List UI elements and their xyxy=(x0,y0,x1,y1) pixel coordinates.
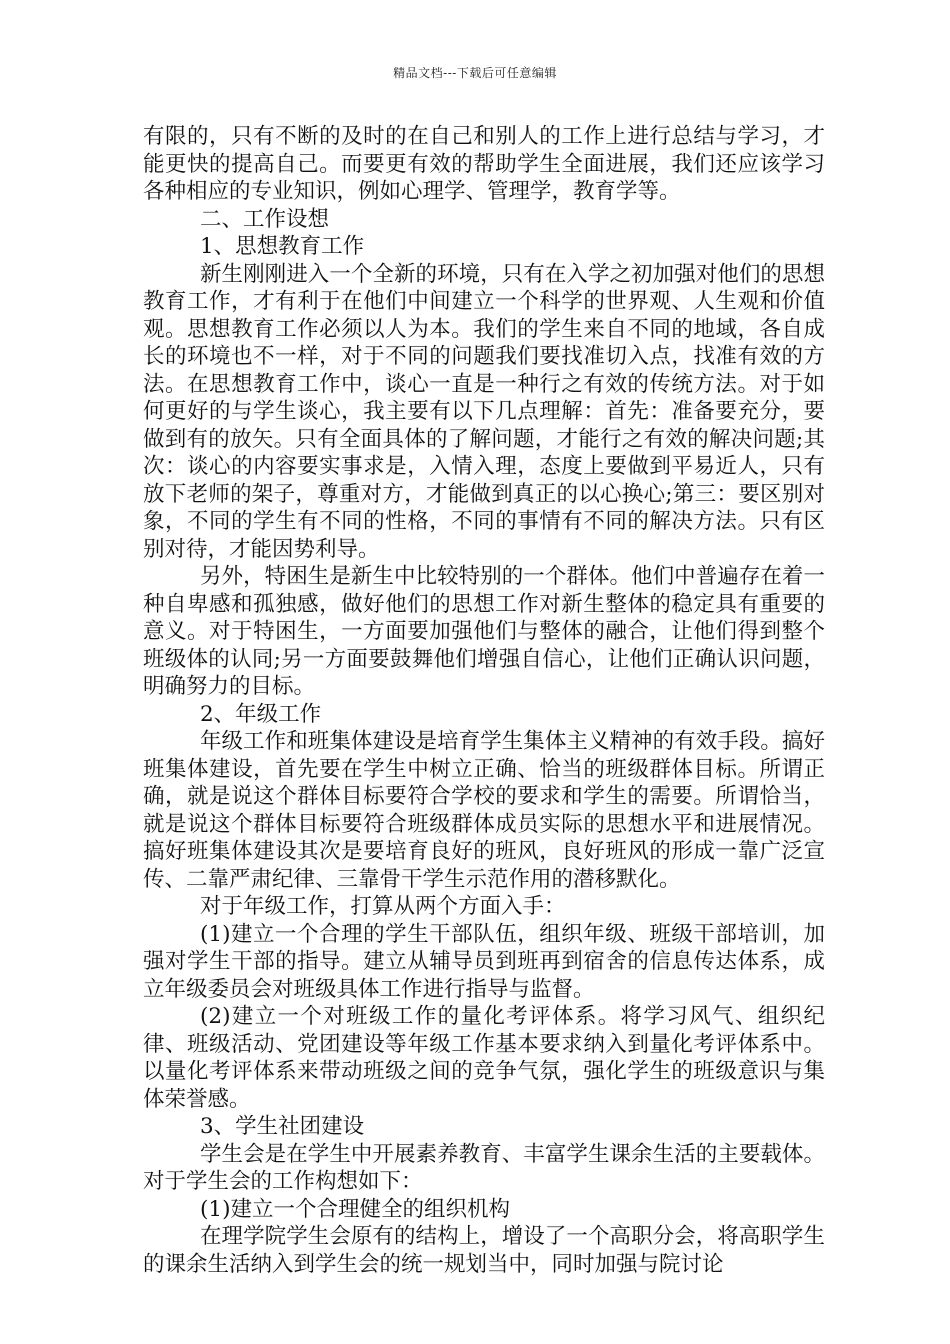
paragraph: (1)建立一个合理的学生干部队伍，组织年级、班级干部培训，加强对学生干部的指导。建立从辅导员到班再到宿舍的信息传达体系，成立年级委员会对班级具体工作进行指导与监督。 xyxy=(143,921,825,1002)
paragraph: 2、年级工作 xyxy=(200,701,322,727)
paragraph: 学生会是在学生中开展素养教育、丰富学生课余生活的主要载体。对于学生会的工作构想如下： xyxy=(143,1141,825,1194)
paragraph: 在理学院学生会原有的结构上，增设了一个高职分会，将高职学生的课余生活纳入到学生会的统一规划当中，同时加强与院讨论 xyxy=(143,1224,825,1277)
paragraph: (1)建立一个合理健全的组织机构 xyxy=(200,1196,510,1222)
paragraph: 3、学生社团建设 xyxy=(200,1114,365,1139)
paragraph: 二、工作设想 xyxy=(200,206,330,232)
paragraph: 对于年级工作，打算从两个方面入手： xyxy=(200,894,566,919)
paragraph: 另外，特困生是新生中比较特别的一个群体。他们中普遍存在着一种自卑感和孤独感，做好他们的思想工作对新生整体的稳定具有重要的意义。对于特困生，一方面要加强他们与整体的融合，让他们得到整个班级体的认同;另一方面要鼓舞他们增强自信心，让他们正确认识问题，明确努力的目标。 xyxy=(143,564,825,699)
paragraph: 年级工作和班集体建设是培育学生集体主义精神的有效手段。搞好班集体建设，首先要在学生中树立正确、恰当的班级群体目标。所谓正确，就是说这个群体目标要符合学校的要求和学生的需要。所谓恰当，就是说这个群体目标要符合班级群体成员实际的思想水平和进展情况。搞好班集体建设其次是要培育良好的班风，良好班风的形成一靠广泛宣传、二靠严肃纪律、三靠骨干学生示范作用的潜移默化。 xyxy=(143,729,825,892)
paragraph: (2)建立一个对班级工作的量化考评体系。将学习风气、组织纪律、班级活动、党团建设等年级工作基本要求纳入到量化考评体系中。以量化考评体系来带动班级之间的竞争气氛，强化学生的班级意识与集体荣誉感。 xyxy=(143,1004,825,1112)
document-body xyxy=(143,123,825,1278)
paragraph: 有限的，只有不断的及时的在自己和别人的工作上进行总结与学习，才能更快的提高自己。而要更有效的帮助学生全面进展，我们还应该学习各种相应的专业知识，例如心理学、管理学，教育学等。 xyxy=(143,124,825,204)
page-header: 精品文档---下载后可任意编辑 xyxy=(393,66,557,80)
paragraph: 1、思想教育工作 xyxy=(200,234,365,259)
paragraph: 新生刚刚进入一个全新的环境，只有在入学之初加强对他们的思想教育工作，才有利于在他们中间建立一个科学的世界观、人生观和价值观。思想教育工作必须以人为本。我们的学生来自不同的地域，各自成长的环境也不一样，对于不同的问题我们要找准切入点，找准有效的方法。在思想教育工作中，谈心一直是一种行之有效的传统方法。对于如何更好的与学生谈心，我主要有以下几点理解：首先：准备要充分，要做到有的放矢。只有全面具体的了解问题，才能行之有效的解决问题;其次：谈心的内容要实事求是，入情入理，态度上要做到平易近人，只有放下老师的架子，尊重对方，才能做到真正的以心换心;第三：要区别对象，不同的学生有不同的性格，不同的事情有不同的解决方法。只有区别对待，才能因势利导。 xyxy=(143,261,825,562)
